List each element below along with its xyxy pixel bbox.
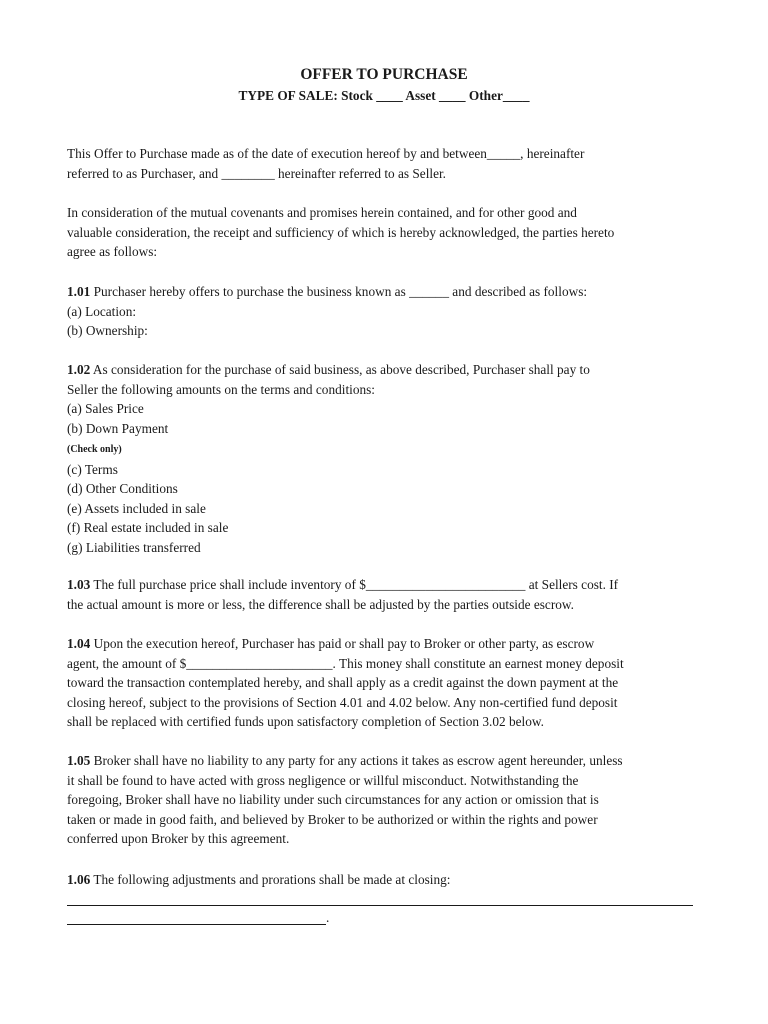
- section-number: 1.04: [67, 636, 91, 651]
- consideration-line: agree as follows:: [67, 244, 158, 259]
- section-number: 1.02: [67, 362, 91, 377]
- blank-line: [67, 924, 326, 925]
- section-1-04: [67, 634, 707, 732]
- section-line: Purchaser hereby offers to purchase the business known as ______ and described as follows:: [90, 284, 588, 299]
- section-line: closing hereof, subject to the provisions of Section 4.01 and 4.02 below. Any non-certified fund deposit: [67, 694, 618, 710]
- section-line: taken or made in good faith, and believed by Broker to be authorized or within the rights and power: [67, 811, 598, 827]
- section-1-06: [67, 870, 707, 890]
- list-item-terms: (c) Terms: [67, 461, 118, 477]
- list-item-liabilities: (g) Liabilities transferred: [67, 539, 201, 555]
- list-item-other-conditions: (d) Other Conditions: [67, 481, 178, 496]
- check-only-note: (Check only): [67, 444, 122, 455]
- sale-type-line: TYPE OF SALE: Stock ____ Asset ____ Other____: [238, 88, 530, 103]
- blank-line: [67, 905, 693, 906]
- section-line: toward the transaction contemplated hereby, and shall apply as a credit against the down payment at the: [67, 675, 619, 690]
- intro-line: referred to as Purchaser, and ________ hereinafter referred to as Seller.: [67, 165, 446, 181]
- section-line: The full purchase price shall include inventory of $________________________ at Sellers cost. If: [90, 577, 619, 592]
- section-line: shall be replaced with certified funds upon satisfactory completion of Section 3.02 below.: [67, 714, 544, 729]
- consideration-paragraph: [67, 203, 707, 262]
- location-item: (a) Location:: [67, 303, 137, 319]
- section-line: conferred upon Broker by this agreement.: [67, 831, 290, 846]
- section-number: 1.01: [67, 284, 91, 299]
- section-line: foregoing, Broker shall have no liability under such circumstances for any action or omission that is: [67, 792, 599, 807]
- section-1-03: [67, 575, 707, 614]
- list-item-sales-price: (a) Sales Price: [67, 401, 144, 416]
- section-line: the actual amount is more or less, the difference shall be adjusted by the parties outside escrow.: [67, 596, 574, 612]
- section-line: agent, the amount of $______________________. This money shall constitute an earnest money deposit: [67, 655, 624, 671]
- blank-line-period: .: [326, 910, 330, 925]
- list-item-assets: (e) Assets included in sale: [67, 500, 206, 516]
- section-line: Seller the following amounts on the terms and conditions:: [67, 381, 375, 397]
- section-number: 1.05: [67, 753, 91, 768]
- section-number: 1.03: [67, 577, 91, 592]
- section-number: 1.06: [67, 872, 91, 887]
- intro-paragraph: [67, 144, 707, 183]
- document-title: OFFER TO PURCHASE: [300, 66, 468, 83]
- ownership-item: (b) Ownership:: [67, 323, 148, 338]
- list-item-real-estate: (f) Real estate included in sale: [67, 520, 229, 535]
- section-1-01: [67, 282, 707, 341]
- intro-line: This Offer to Purchase made as of the date of execution hereof by and between_____, hereinafter: [67, 146, 585, 161]
- consideration-line: In consideration of the mutual covenants and promises herein contained, and for other good and: [67, 205, 577, 220]
- section-line: Broker shall have no liability to any party for any actions it takes as escrow agent hereunder, unless: [90, 753, 623, 768]
- list-item-down-payment: (b) Down Payment: [67, 420, 169, 436]
- section-line: The following adjustments and prorations shall be made at closing:: [90, 872, 451, 887]
- section-1-05: [67, 751, 707, 849]
- section-line: As consideration for the purchase of said business, as above described, Purchaser shall pay to: [90, 362, 590, 377]
- section-line: it shall be found to have acted with gross negligence or willful misconduct. Notwithstanding the: [67, 772, 579, 788]
- section-line: Upon the execution hereof, Purchaser has paid or shall pay to Broker or other party, as escrow: [90, 636, 595, 651]
- consideration-line: valuable consideration, the receipt and sufficiency of which is hereby acknowledged, the parties hereto: [67, 224, 615, 240]
- section-1-02: [67, 360, 707, 557]
